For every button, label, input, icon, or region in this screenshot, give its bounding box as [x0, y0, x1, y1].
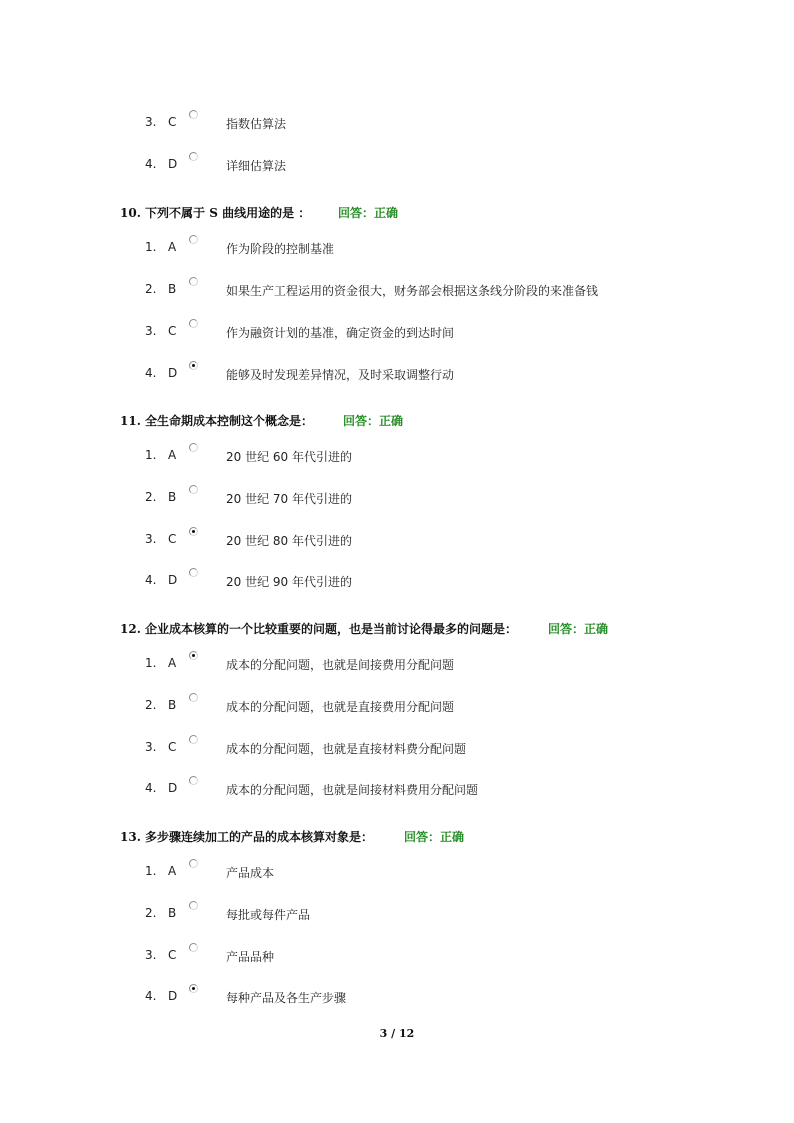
option-number: 2. — [145, 490, 157, 504]
option-text: 作为阶段的控制基准 — [226, 242, 335, 256]
option-text: 每批或每件产品 — [226, 908, 311, 922]
option-number: 1. — [145, 864, 157, 878]
option-letter: D — [168, 573, 178, 587]
option-number: 3. — [145, 115, 157, 129]
option-letter: A — [168, 656, 177, 670]
radio-button[interactable] — [189, 277, 198, 286]
option-text: 指数估算法 — [226, 117, 287, 131]
option-text: 20 世纪 90 年代引进的 — [226, 575, 352, 589]
radio-button[interactable] — [189, 568, 198, 577]
option-text: 成本的分配问题，也就是间接费用分配问题 — [226, 658, 455, 672]
option-letter: D — [168, 781, 178, 795]
option-number: 2. — [145, 282, 157, 296]
option-number: 1. — [145, 448, 157, 462]
answer-status: 回答：正确 — [548, 622, 609, 636]
option-text: 如果生产工程运用的资金很大，财务部会根据这条线分阶段的来准备钱 — [226, 284, 599, 298]
answer-status: 回答：正确 — [338, 206, 399, 220]
answer-status: 回答：正确 — [343, 414, 404, 428]
option-text: 20 世纪 80 年代引进的 — [226, 534, 352, 548]
option-text: 20 世纪 60 年代引进的 — [226, 450, 352, 464]
option-text: 能够及时发现差异情况，及时采取调整行动 — [226, 368, 455, 382]
question-title: 13. 多步骤连续加工的产品的成本核算对象是： — [120, 830, 374, 844]
page-number: 3 / 12 — [379, 1027, 415, 1040]
radio-button[interactable] — [189, 361, 198, 370]
option-letter: A — [168, 240, 177, 254]
option-letter: B — [168, 906, 177, 920]
option-number: 1. — [145, 656, 157, 670]
option-number: 2. — [145, 906, 157, 920]
option-letter: C — [168, 948, 177, 962]
answer-status: 回答：正确 — [404, 830, 465, 844]
option-number: 4. — [145, 366, 157, 380]
option-letter: B — [168, 282, 177, 296]
option-text: 成本的分配问题，也就是直接费用分配问题 — [226, 700, 455, 714]
radio-button[interactable] — [189, 776, 198, 785]
radio-button[interactable] — [189, 443, 198, 452]
option-number: 3. — [145, 532, 157, 546]
option-number: 4. — [145, 157, 157, 171]
radio-button[interactable] — [189, 943, 198, 952]
option-number: 4. — [145, 573, 157, 587]
option-text: 产品成本 — [226, 866, 275, 880]
question-title: 12. 企业成本核算的一个比较重要的问题，也是当前讨论得最多的问题是： — [120, 622, 518, 636]
radio-button[interactable] — [189, 651, 198, 660]
question-title: 10. 下列不属于 S 曲线用途的是 ： — [120, 206, 311, 220]
option-letter: C — [168, 324, 177, 338]
option-letter: A — [168, 448, 177, 462]
radio-button[interactable] — [189, 110, 198, 119]
option-number: 3. — [145, 740, 157, 754]
option-text: 作为融资计划的基准，确定资金的到达时间 — [226, 326, 455, 340]
question-title: 11. 全生命期成本控制这个概念是： — [120, 414, 314, 428]
option-letter: A — [168, 864, 177, 878]
option-letter: C — [168, 532, 177, 546]
radio-button[interactable] — [189, 693, 198, 702]
option-number: 3. — [145, 948, 157, 962]
radio-button[interactable] — [189, 984, 198, 993]
radio-button[interactable] — [189, 235, 198, 244]
option-letter: D — [168, 989, 178, 1003]
radio-button[interactable] — [189, 485, 198, 494]
radio-button[interactable] — [189, 901, 198, 910]
option-letter: C — [168, 740, 177, 754]
radio-button[interactable] — [189, 859, 198, 868]
option-letter: D — [168, 366, 178, 380]
option-text: 成本的分配问题，也就是间接材料费用分配问题 — [226, 783, 479, 797]
option-text: 详细估算法 — [226, 159, 287, 173]
option-text: 成本的分配问题，也就是直接材料费分配问题 — [226, 742, 467, 756]
option-letter: C — [168, 115, 177, 129]
option-letter: D — [168, 157, 178, 171]
option-number: 4. — [145, 781, 157, 795]
option-number: 4. — [145, 989, 157, 1003]
radio-button[interactable] — [189, 319, 198, 328]
option-number: 1. — [145, 240, 157, 254]
option-text: 产品品种 — [226, 950, 275, 964]
option-number: 2. — [145, 698, 157, 712]
radio-button[interactable] — [189, 735, 198, 744]
option-text: 每种产品及各生产步骤 — [226, 991, 347, 1005]
option-text: 20 世纪 70 年代引进的 — [226, 492, 352, 506]
radio-button[interactable] — [189, 152, 198, 161]
radio-button[interactable] — [189, 527, 198, 536]
option-number: 3. — [145, 324, 157, 338]
option-letter: B — [168, 490, 177, 504]
option-letter: B — [168, 698, 177, 712]
